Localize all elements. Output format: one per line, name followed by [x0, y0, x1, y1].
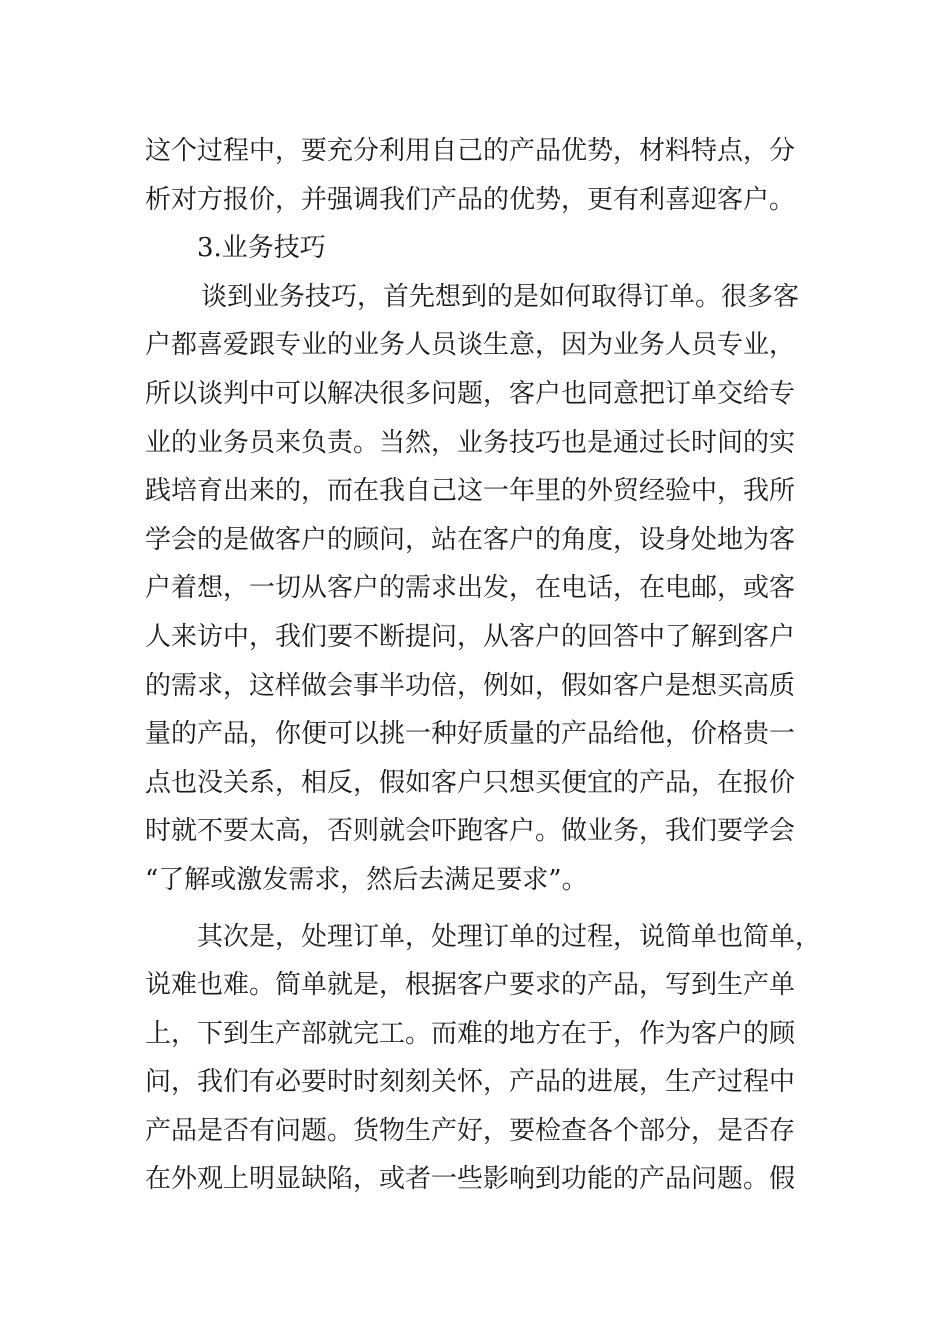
- text-line-18: 说难也难。简单就是，根据客户要求的产品，写到生产单: [145, 970, 796, 1001]
- text-line-9: 学会的是做客户的顾问，站在客户的角度，设身处地为客: [145, 524, 796, 555]
- text-line-7: 业的业务员来负责。当然，业务技巧也是通过长时间的实: [145, 427, 796, 458]
- text-line-2: 析对方报价，并强调我们产品的优势，更有利喜迎客户。: [145, 184, 796, 215]
- text-line-12: 的需求，这样做会事半功倍，例如，假如客户是想买高质: [145, 670, 796, 701]
- text-line-17: 其次是，处理订单，处理订单的过程，说简单也简单，: [197, 921, 822, 952]
- document-body: [145, 127, 845, 1204]
- text-line-15: 时就不要太高，否则就会吓跑客户。做业务，我们要学会: [145, 816, 796, 847]
- text-line-21: 产品是否有问题。货物生产好，要检查各个部分，是否存: [145, 1115, 796, 1146]
- text-line-16: “了解或激发需求，然后去满足要求”。: [145, 864, 588, 895]
- section-heading: 3.业务技巧: [197, 233, 326, 264]
- paragraph-gap: [145, 905, 845, 913]
- text-line-13: 量的产品，你便可以挑一种好质量的产品给他，价格贵一: [145, 719, 796, 750]
- text-line-1: 这个过程中，要充分利用自己的产品优势，材料特点，分: [145, 136, 796, 166]
- text-line-19: 上，下到生产部就完工。而难的地方在于，作为客户的顾: [145, 1018, 796, 1049]
- text-line-10: 户着想，一切从客户的需求出发，在电话，在电邮，或客: [145, 573, 796, 604]
- text-line-4: 谈到业务技巧，首先想到的是如何取得订单。很多客: [201, 281, 800, 312]
- text-line-20: 问，我们有必要时时刻刻关怀，产品的进展，生产过程中: [145, 1067, 796, 1098]
- text-line-11: 人来访中，我们要不断提问，从客户的回答中了解到客户: [145, 621, 796, 652]
- text-line-14: 点也没关系，相反，假如客户只想买便宜的产品，在报价: [145, 767, 796, 798]
- text-line-5: 户都喜爱跟专业的业务人员谈生意，因为业务人员专业，: [145, 330, 796, 361]
- text-line-6: 所以谈判中可以解决很多问题，客户也同意把订单交给专: [145, 378, 796, 409]
- text-line-8: 践培育出来的，而在我自己这一年里的外贸经验中，我所: [145, 476, 796, 507]
- text-line-22: 在外观上明显缺陷，或者一些影响到功能的产品问题。假: [145, 1164, 796, 1195]
